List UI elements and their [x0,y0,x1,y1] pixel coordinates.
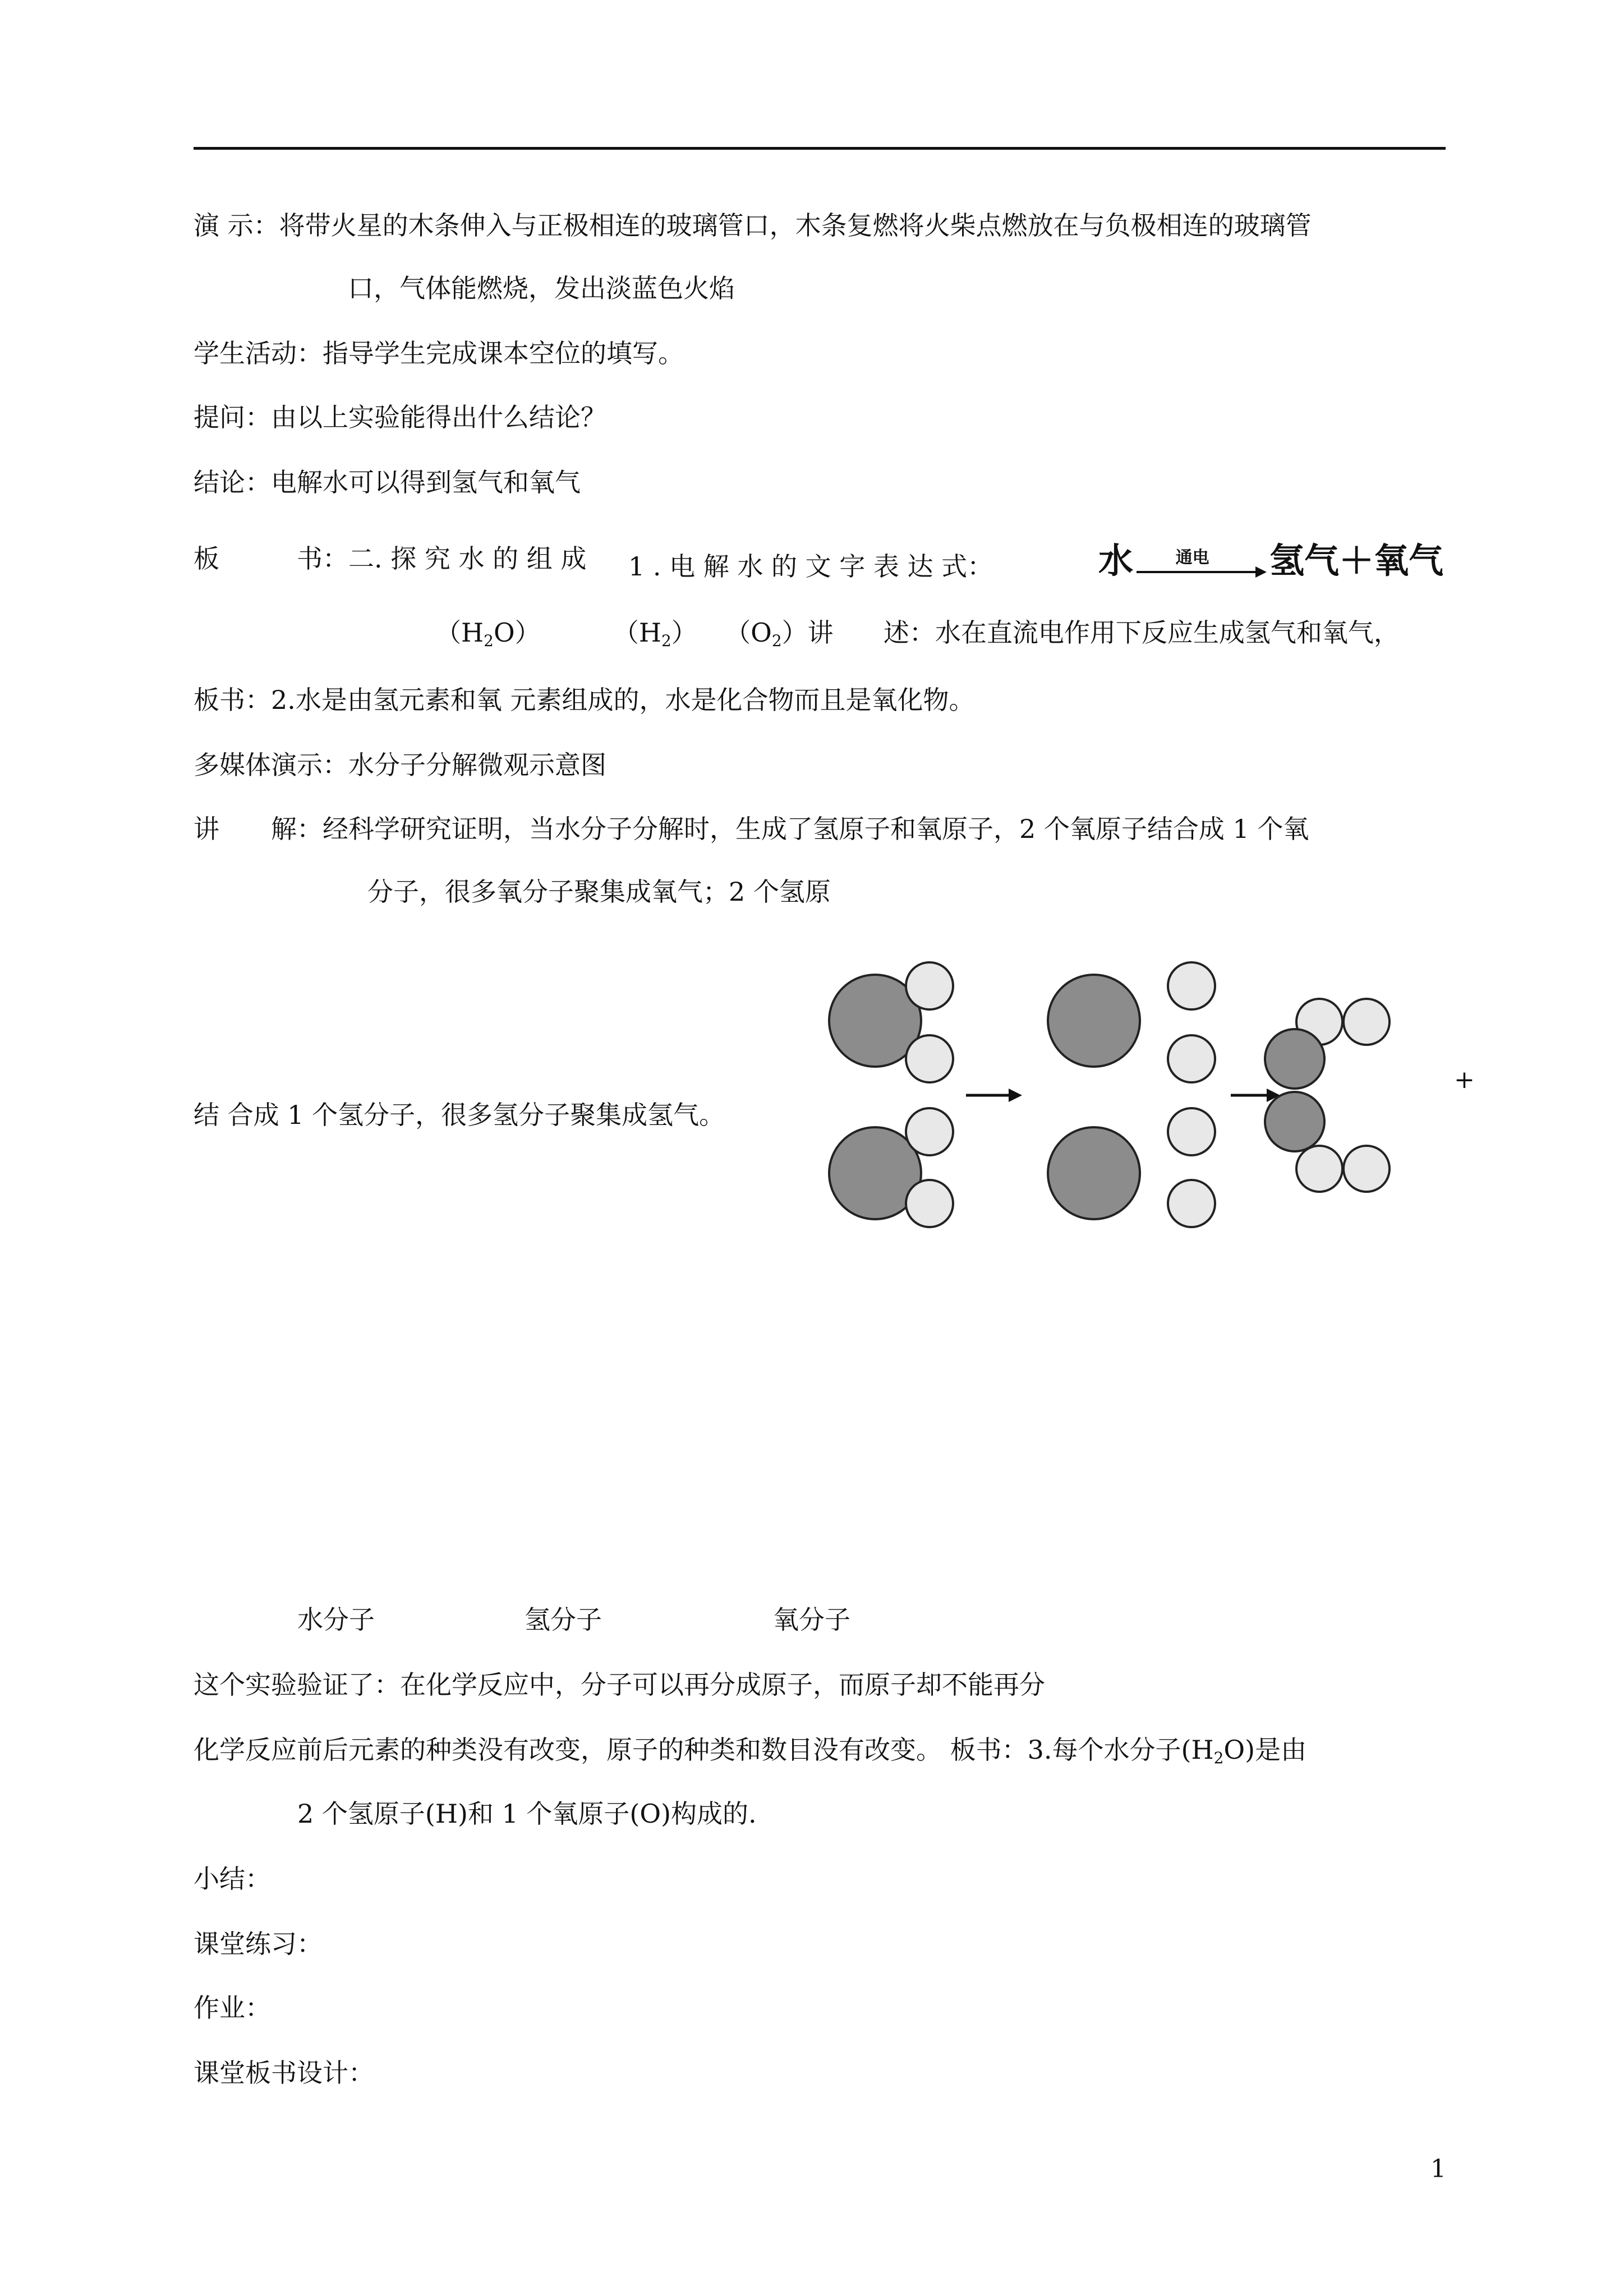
narrate-text: 述：水在直流电作用下反应生成氢气和氧气， [883,617,1400,648]
student-activity-line: 学生活动：指导学生完成课本空位的填写。 [194,338,684,368]
separated-atoms-group [1048,962,1215,1227]
equation-reactant: 水 [1098,540,1134,581]
label-water-molecule: 水分子 [297,1605,375,1635]
demo-line: 演 示：将带火星的木条伸入与正极相连的玻璃管口，木条复燃将火柴点燃放在与负极相连的玻璃管 [194,210,1312,241]
equation-condition: 通电 [1175,547,1209,568]
water-molecule-group [829,962,953,1227]
label-oxygen-molecule: 氧分子 [773,1605,850,1635]
page-number: 1 [1430,2155,1446,2183]
question-line: 提问：由以上实验能得出什么结论？ [194,402,606,432]
formula-h2o: $(H_2O)$ [435,617,541,650]
board-design-line: 课堂板书设计： [194,2058,374,2088]
plus-sign: + [1454,1066,1475,1094]
formula-o2: $(O_2)$讲 [725,617,834,650]
formula-h2: $(H_2)$ [613,617,697,650]
word-equation [1098,533,1443,587]
combine-line: 结 合成 1 个氢分子，很多氢分子聚集成氢气。 [194,1100,725,1130]
reaction-line-cont: 2 个氢原子(H)和 1 个氧原子(O)构成的. [297,1799,757,1829]
equation-products: 氢气＋氧气 [1269,540,1444,581]
arrow-2 [1231,1089,1280,1102]
explain-line-cont: 分子，很多氧分子聚集成氧气；2 个氢原 [367,877,831,907]
homework-line: 作业： [194,1993,271,2023]
verify-line: 这个实验验证了：在化学反应中，分子可以再分成原子，而原子却不能再分 [194,1670,1045,1700]
label-hydrogen-molecule: 氢分子 [525,1605,602,1635]
multimedia-line: 多媒体演示：水分子分解微观示意图 [194,750,606,780]
conclusion-line: 结论：电解水可以得到氢气和氧气 [194,467,581,497]
board-heading-1: 板 书：二. 探 究 水 的 组 成 [194,543,587,574]
board-line-2: 板书：2.水是由氢元素和氧 元素组成的，水是化合物而且是氧化物。 [194,685,975,715]
formula-row [435,616,1400,658]
right-arrow-icon [1137,564,1267,580]
explain-line: 讲 解：经科学研究证明，当水分子分解时，生成了氢原子和氧原子，2 个氧原子结合成 1 个氧 [194,814,1309,844]
summary-line: 小结： [194,1864,271,1894]
equation-arrow [1137,547,1267,587]
molecule-decomposition-diagram [819,959,1464,1239]
board-heading-1b: 1 . 电 解 水 的 文 字 表 达 式： [628,551,993,582]
demo-line-cont: 口，气体能燃烧，发出淡蓝色火焰 [348,273,735,303]
arrow-1 [966,1089,1022,1102]
practice-line: 课堂练习： [194,1929,323,1959]
reaction-line: 化学反应前后元素的种类没有改变，原子的种类和数目没有改变。 板书：3.每个水分子$(H_2O)$是由 [194,1735,1307,1767]
header-rule [194,147,1446,150]
product-molecules-group [1265,999,1390,1192]
